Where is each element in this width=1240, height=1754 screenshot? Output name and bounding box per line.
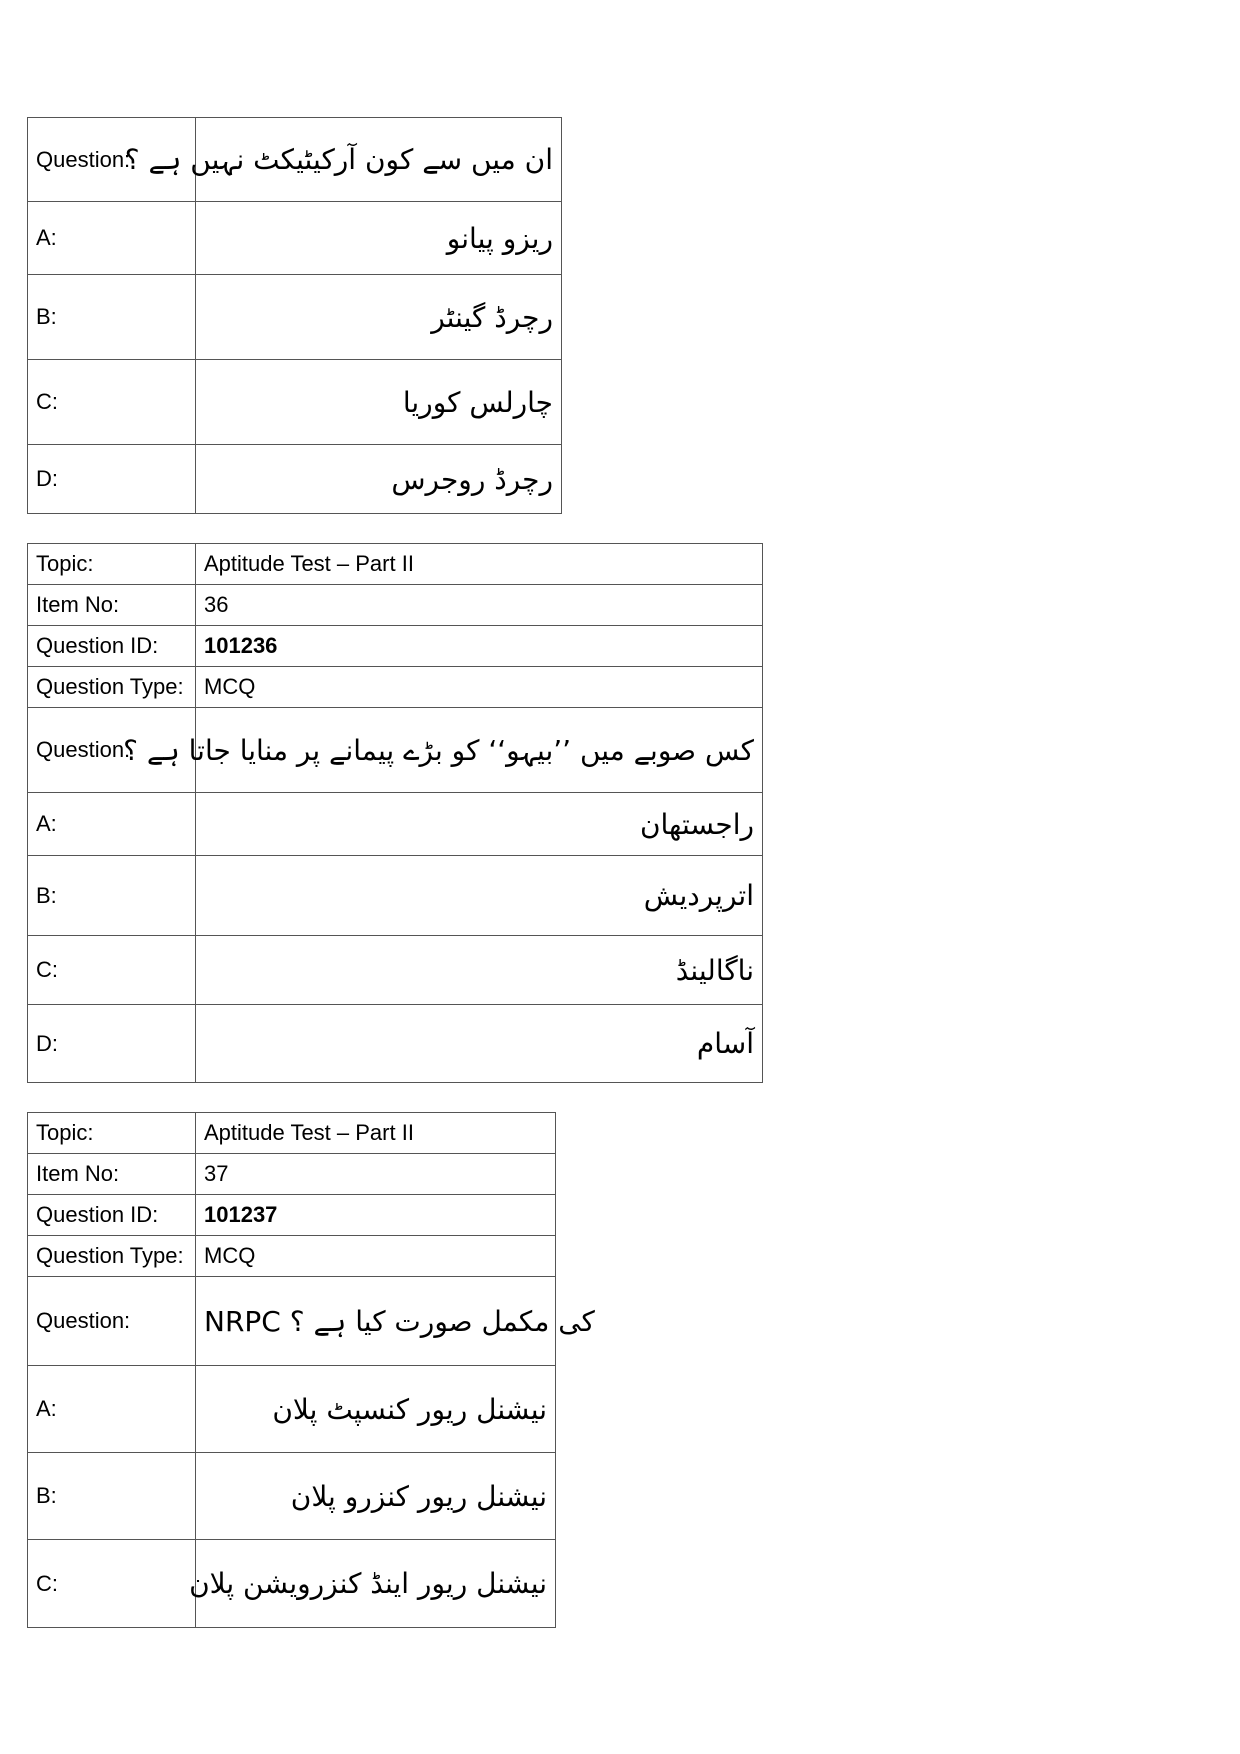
option-label-c: C:: [28, 1540, 196, 1628]
option-label-b: B:: [28, 856, 196, 936]
option-row-d: [28, 445, 562, 514]
option-row-b: [28, 1453, 556, 1540]
option-text-a: ریزو پیانو: [196, 202, 562, 275]
question-text: ان میں سے کون آرکیٹیکٹ نہیں ہے ؟: [196, 118, 562, 202]
option-text-b: رچرڈ گینٹر: [196, 275, 562, 360]
option-text-c: نیشنل ریور اینڈ کنزرویشن پلان: [196, 1540, 556, 1628]
question-text: کس صوبے میں ’’بیہو‘‘ کو بڑے پیمانے پر منایا جاتا ہے ؟: [196, 708, 763, 793]
option-row-c: [28, 1540, 556, 1628]
option-label-a: A:: [28, 202, 196, 275]
question-table-2: [27, 543, 763, 1083]
option-label-c: C:: [28, 936, 196, 1005]
item-label: Item No:: [28, 1154, 196, 1195]
question-type-row: [28, 667, 763, 708]
question-type-label: Question Type:: [28, 1236, 196, 1277]
option-label-b: B:: [28, 1453, 196, 1540]
option-text-c: چارلس کوریا: [196, 360, 562, 445]
option-text-b: اترپردیش: [196, 856, 763, 936]
topic-value: Aptitude Test – Part II: [196, 544, 763, 585]
option-text-a: نیشنل ریور کنسپٹ پلان: [196, 1366, 556, 1453]
item-row: [28, 585, 763, 626]
option-row-c: [28, 936, 763, 1005]
question-id-row: [28, 626, 763, 667]
topic-row: [28, 544, 763, 585]
question-text: NRPC کی مکمل صورت کیا ہے ؟: [196, 1277, 556, 1366]
topic-value: Aptitude Test – Part II: [196, 1113, 556, 1154]
option-text-d: رچرڈ روجرس: [196, 445, 562, 514]
option-row-a: [28, 202, 562, 275]
question-table-3: [27, 1112, 595, 1628]
question-row: [28, 1277, 556, 1366]
question-id-label: Question ID:: [28, 1195, 196, 1236]
question-id-row: [28, 1195, 556, 1236]
option-row-b: [28, 275, 562, 360]
question-type-value: MCQ: [196, 667, 763, 708]
question-label: Question:: [28, 1277, 196, 1366]
option-row-c: [28, 360, 562, 445]
question-label: Question:: [28, 708, 196, 793]
question-label: Question:: [28, 118, 196, 202]
option-label-a: A:: [28, 793, 196, 856]
question-id-label: Question ID:: [28, 626, 196, 667]
option-row-b: [28, 856, 763, 936]
topic-row: [28, 1113, 556, 1154]
question-id-value: 101237: [196, 1195, 556, 1236]
option-label-b: B:: [28, 275, 196, 360]
option-row-d: [28, 1005, 763, 1083]
item-row: [28, 1154, 556, 1195]
topic-label: Topic:: [28, 1113, 196, 1154]
option-label-c: C:: [28, 360, 196, 445]
option-text-a: راجستھان: [196, 793, 763, 856]
option-text-d: آسام: [196, 1005, 763, 1083]
option-label-a: A:: [28, 1366, 196, 1453]
question-type-row: [28, 1236, 556, 1277]
option-label-d: D:: [28, 445, 196, 514]
item-value: 37: [196, 1154, 556, 1195]
option-label-d: D:: [28, 1005, 196, 1083]
question-type-label: Question Type:: [28, 667, 196, 708]
option-text-b: نیشنل ریور کنزرو پلان: [196, 1453, 556, 1540]
item-label: Item No:: [28, 585, 196, 626]
topic-label: Topic:: [28, 544, 196, 585]
option-row-a: [28, 793, 763, 856]
option-row-a: [28, 1366, 556, 1453]
question-id-value: 101236: [196, 626, 763, 667]
item-value: 36: [196, 585, 763, 626]
question-type-value: MCQ: [196, 1236, 556, 1277]
option-text-c: ناگالینڈ: [196, 936, 763, 1005]
question-row: [28, 708, 763, 793]
question-table-1: [27, 117, 562, 514]
question-row: [28, 118, 562, 202]
